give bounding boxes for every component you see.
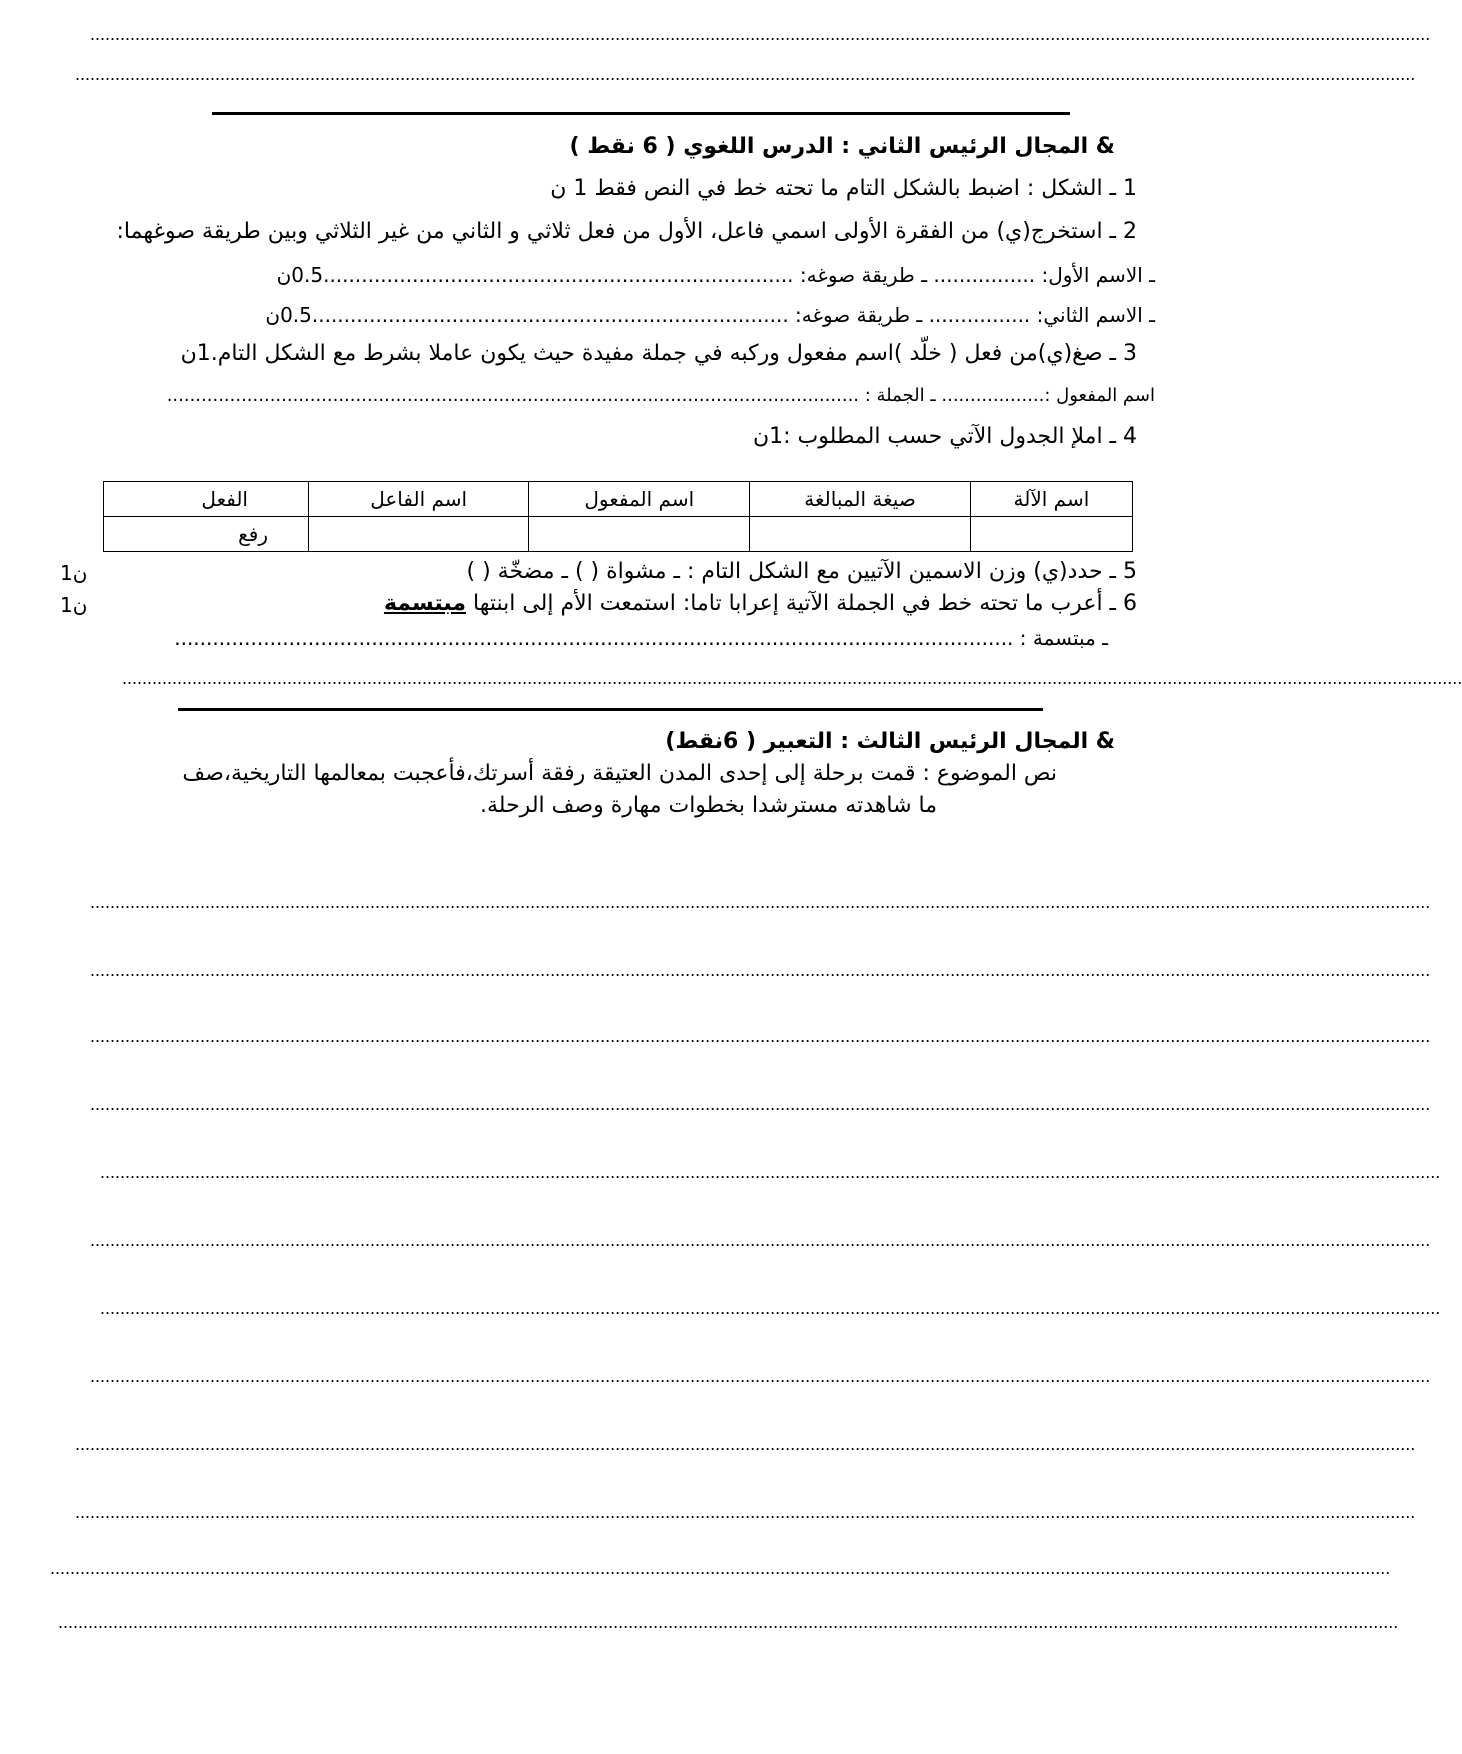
question-4: 4 ـ املإ الجدول الآتي حسب المطلوب :1ن — [752, 424, 1137, 449]
table-cell[interactable] — [529, 517, 750, 552]
table-cell[interactable] — [970, 517, 1132, 552]
table-header-cell: صيغة المبالغة — [750, 482, 971, 517]
table-cell: رفع — [104, 517, 309, 552]
table-header-cell: الفعل — [104, 482, 309, 517]
question-6-text: 6 ـ أعرب ما تحته خط في الجملة الآتية إعرابا تاما: استمعت الأم إلى ابنتها — [466, 591, 1137, 616]
question-3-answer: اسم المفعول :.................. ـ الجملة : ......................................................................................................................... — [166, 385, 1155, 406]
table-cell[interactable] — [750, 517, 971, 552]
table-header-cell: اسم الآلة — [970, 482, 1132, 517]
writing-line[interactable]: ............................................................................................................................................................................................................................................................................ — [90, 1230, 1431, 1250]
writing-line[interactable]: ............................................................................................................................................................................................................................................................................ — [75, 1502, 1416, 1522]
question-6-answer: ـ مبتسمة : .................................................................................................................................... — [174, 626, 1108, 650]
table-header-cell: اسم المفعول — [529, 482, 750, 517]
table-header-row — [104, 482, 1133, 517]
answer-line: ............................................................................................................................................................................................................................................................................ — [90, 24, 1431, 44]
writing-line[interactable]: ............................................................................................................................................................................................................................................................................ — [90, 892, 1431, 912]
section-divider — [212, 112, 1070, 115]
question-1: 1 ـ الشكل : اضبط بالشكل التام ما تحته خط في النص فقط 1 ن — [550, 176, 1137, 201]
question-6 — [384, 590, 1137, 618]
question-6-underlined-word: مبتسمة — [383, 591, 466, 616]
essay-topic-line-2: ما شاهدته مسترشدا بخطوات مهارة وصف الرحلة. — [480, 793, 937, 818]
answer-line: ............................................................................................................................................................................................................................................................................ — [122, 668, 1462, 688]
question-6-score: 1ن — [60, 593, 88, 617]
writing-line[interactable]: ............................................................................................................................................................................................................................................................................ — [50, 1558, 1391, 1578]
essay-topic-line-1: نص الموضوع : قمت برحلة إلى إحدى المدن العتيقة رفقة أسرتك،فأعجبت بمعالمها التاريخية،صف — [182, 761, 1057, 786]
table-row — [104, 517, 1133, 552]
section2-heading: & المجال الرئيس الثاني : الدرس اللغوي ( 6 نقط ) — [569, 134, 1115, 159]
writing-line[interactable]: ............................................................................................................................................................................................................................................................................ — [58, 1612, 1399, 1632]
table-header-cell: اسم الفاعل — [308, 482, 528, 517]
section3-heading: & المجال الرئيس الثالث : التعبير ( 6نقط) — [665, 729, 1115, 754]
answer-line: ............................................................................................................................................................................................................................................................................ — [75, 64, 1416, 84]
question-2-second-noun: ـ الاسم الثاني: ................ ـ طريقة صوغه: ...........................................................................0.5ن — [265, 303, 1155, 327]
question-5-score: 1ن — [60, 561, 88, 585]
section-divider — [178, 708, 1043, 711]
writing-line[interactable]: ............................................................................................................................................................................................................................................................................ — [90, 960, 1431, 980]
writing-line[interactable]: ............................................................................................................................................................................................................................................................................ — [90, 1026, 1431, 1046]
writing-line[interactable]: ............................................................................................................................................................................................................................................................................ — [100, 1162, 1441, 1182]
writing-line[interactable]: ............................................................................................................................................................................................................................................................................ — [75, 1434, 1416, 1454]
table-cell[interactable] — [308, 517, 528, 552]
writing-line[interactable]: ............................................................................................................................................................................................................................................................................ — [100, 1298, 1441, 1318]
question-2-first-noun: ـ الاسم الأول: ................ ـ طريقة صوغه: ..........................................................................0.5ن — [276, 263, 1155, 287]
question-2: 2 ـ استخرج(ي) من الفقرة الأولى اسمي فاعل، الأول من فعل ثلاثي و الثاني من غير الثلاثي وبين طريقة صوغهما: — [116, 219, 1137, 244]
question-3: 3 ـ صغ(ي)من فعل ( خلّد )اسم مفعول وركبه في جملة مفيدة حيث يكون عاملا بشرط مع الشكل التام.1ن — [180, 341, 1137, 366]
writing-line[interactable]: ............................................................................................................................................................................................................................................................................ — [90, 1366, 1431, 1386]
question-5: 5 ـ حدد(ي) وزن الاسمين الآتيين مع الشكل التام : ـ مشواة ( ) ـ مضخّة ( ) — [466, 559, 1137, 584]
morphology-table — [103, 481, 1133, 552]
writing-line[interactable]: ............................................................................................................................................................................................................................................................................ — [90, 1094, 1431, 1114]
